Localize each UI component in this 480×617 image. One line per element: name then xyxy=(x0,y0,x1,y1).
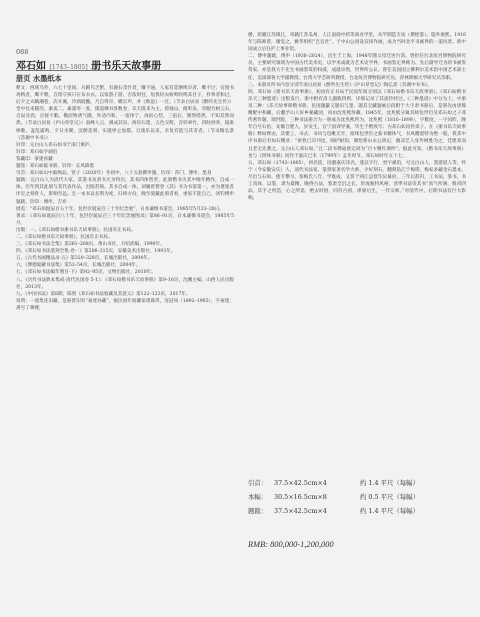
artist-dates: [1743–1805] xyxy=(49,64,88,71)
dimension-area: 约 1.4 平尺（每幅） xyxy=(360,507,419,515)
left-paragraph: 五、《古代书画精品录·五》第320–328页，长城出版社，2004年。 xyxy=(16,256,153,262)
page-number: 088 xyxy=(16,48,29,56)
dimension-row xyxy=(248,490,466,504)
dimension-label: 引首： xyxy=(248,479,268,487)
left-paragraph: 三、《邓石如书法全集》第261–268页，黄山书社，方绍武编，1990年。 xyxy=(16,242,165,248)
price-estimate: RMB: 800,000-1,200,000 xyxy=(248,540,334,549)
left-paragraph: 说明：一流集连旧藏，是册曾旧有“豪迷孙藏”，据民国年间藏家诸葛巩，连冠凤（1892–1965），字豪迷，斋号了骞楼， xyxy=(16,298,234,311)
left-paragraph: 题跋：完白山人为清代大家，其篆书及隶书尤为特出，其书四体皆善，此册楷书为其中晚年精作，自成一体。历年到其此册与其代表作品，出版甚频。其书自成一体，刘墉曾赞誉《其》书为书第第一，亦为著迷者评定之刻骨人，影响至远。且一本书以名利为度，归终方份。晚至爱藏此册者看，重家不能自己，闭钓傅申题跋。钤印：傅申、吉祥 xyxy=(16,178,234,205)
left-paragraph: 九、《中国书法》第8期，陈智《邓石如书法收藏及其意义》第122–123页，2017年。 xyxy=(16,291,191,297)
dimension-label: 本幅： xyxy=(248,493,268,501)
title-divider xyxy=(16,70,234,71)
left-paragraph: 二、《邓石如楷书乐天故事册》，民国有正书局。 xyxy=(16,234,113,240)
right-paragraph: 楼，原籍江苏镇江，寄籍江苏瓜州，人江南商中药等商业学堂，从学制造专法（撰绘篆）。隐外康熙，1916年与陈师曾，谢觉之，姚华组织“岂宜社”，于中山公园设宣扬作画，成为当时北平书画界的一道风景。新中国成立后任沪上事业馆。 xyxy=(248,33,466,53)
dimension-label: 题跋： xyxy=(248,507,268,515)
left-paragraph: 钤印：完白山人邓石如书于南门寓庐。 xyxy=(16,142,95,148)
left-paragraph: 展览：“邓石如诞辰百五十年，包世臣诞辰百三十年纪念展”，日本谦慎书道会，1985年5月23–28日。 xyxy=(16,206,224,212)
right-paragraph: 三、本册页所书内容分别节录白居易《醉吟先生传》《庐山草堂记》陶弘景《答谢中书书》。 xyxy=(248,82,432,88)
left-paragraph: 钤印：邓石如字顽伯 xyxy=(16,149,58,155)
dimension-size: 37.5×42.5cm×4 xyxy=(274,507,327,515)
left-paragraph: 鉴藏印：豪迷孙藏 xyxy=(16,156,53,162)
left-column-text xyxy=(16,85,234,545)
right-paragraph: 五、邓石如（1743–1805），初名琰，因避嘉庆讳名，遂以字行，更字顽伯，号完白山人，笈游道人等，怀宁（今安徽安庆）人，清代书法家，篆刻家著名学大师，少好刻石，翻刻钻江宁梅镠，梅家多藏金石墨本，尽出与石如，使专攀习，客梅氏八年，学既成，又客于两江总督毕沅幕府，三年后辞归，工书法，篆书，书工真体，以篆，隶为最精，晚得古法，篆隶全沉之长，形成独特风格，清季书法崇其书“真气所满，惟帝四品，其手之所造，心之所追，绝去时俗，同符古初，津梁后生，一代宗师。”对清代中，后期书法有巨大影响。 xyxy=(248,160,466,202)
dimension-area: 约 0.5 平尺（每幅） xyxy=(360,493,419,501)
medium-line: 册页 水墨纸本 xyxy=(16,74,62,83)
left-paragraph: 六、《傅德爱藏书法集》第53–54页，长城出版社，2004年。 xyxy=(16,263,141,269)
left-paragraph: 八、《历代书法典本集成·清代民国卷 5-1》：《邓石如楷书乐天故事册》第9–16页，沈鹏主编，山西人民出版社，2013年。 xyxy=(16,277,234,290)
left-paragraph: 七、《邓石如书法编年图目·下》第92–95页，文物出版社，2010年。 xyxy=(16,270,156,276)
dimension-area: 约 1.4 平尺（每幅） xyxy=(360,479,419,487)
left-paragraph: 四、《邓石如书法篆刻全集·卷一》第206–215页，安徽美术出版社，1993年。 xyxy=(16,249,176,255)
dimension-size: 37.5×42.5cm×4 xyxy=(274,479,327,487)
dimension-list xyxy=(248,476,466,518)
work-title: 册书乐天故事册 xyxy=(91,61,162,72)
dimension-row xyxy=(248,504,466,518)
left-paragraph: 引首：邓石如山中临帧品，贤子（2020年）冬初中，八十五翁撰申题。钤印：莎门、傅申、墨身 xyxy=(16,171,212,177)
right-paragraph: 四、邓石如《册书乐天故事册》，初由有正书局于民国年间分别以《邓石如楷书乐天故事册》、《邓石如楷书乐天三种墨迹》出版发行。册中附有清人题跋四则，详细记录了其流传经过。《三种墨迹》中分为上、中册及二种：《乐天故事册楷书册，民国题籤又题识与墨，题其宝藏题画后段附于大字隶书册后，是册先由唐熊精配中和藏，后翻予山人好乡秘藏园，再由沈兆熙珍藏，1845年，沈兆熙分辑其师包世臣及邓石如之子邓传密作题，瑞世版，三种书法册合为一册成为沈兆熙所为，沈兆熙（1810–1899），字雅度，一字闰昨，晚年自号石鱼，安徽合肥人，岁贡生，官宁国训导兼，毕生于楷致写；为邓石如再传弟子。在《册书乐天故事册》释如释由，其楷工、书式、书风与包毗无牢，接续包世臣之临书精体气，书风精湛特为绝一般，我其中序书册后有如石精业：“索我已决刊也，细护耐知，偶恰新山永公鸿记，幽凉艺人身作网胜为之，佳建邓而且老无先教之，完白山人邓石如。”且二段书傅毫欲完同为“百卞精红满纱”。据此可知，《楷书乐天故事册》也与《四体书册》同作于嘉庆已未（1799年）孟冬时节。邓石如时年五十七。 xyxy=(248,89,466,159)
left-paragraph: 出版：一、《邓石如楷书册书乐天故事册》，民国有正书局。 xyxy=(16,227,136,233)
right-column-text xyxy=(248,32,466,468)
dimension-size: 30.5×16.5cm×8 xyxy=(274,493,327,501)
dimension-row xyxy=(248,476,466,490)
left-paragraph: 题签：邓石如临书册，钤印：长风降墨 xyxy=(16,164,95,170)
artist-name: 邓石如 xyxy=(16,61,46,72)
left-paragraph: 著录：《邓石如诞辰百八十年，包世臣诞辰百三十年纪念展图录》第86–91页，日本谦慎书道会，1985年5月。 xyxy=(16,213,234,226)
right-paragraph: 二、傅申题跋，傅申（1936–2024），出生于上海，1948年随父母迁居台湾。曾担任台北故宫博物院研究员，主要研究领域为中国古代美术史，以学术成就为艺术史学界，书画鉴定界称为、先后副导迁为的书画鉴赏家，亦是我大千先生书画鉴赏的权威，成就卓然，世界所公认。曾任美国国立佛利尔美术馆中国艺术部主任，美国耶鲁大学副教授，台湾大学艺研所教授，台北故宫博物院研究员，普林斯顿大学研究员等职。 xyxy=(248,54,466,81)
left-paragraph: 释文：西域乌外，六七十里间，凡羁鸟乏繁，有鹿石茂竹者，雕不通，人家有觅洒鸣早者，鹰不过；有围书鸡鸭者，鹰不喂，自留守孩只在布衣衣。以家游子游，否依时往，短我轻衣候鸣吹鸣其目子，抖拳者和过，后夕之夫瞒湘巷，次开溪，冷酒既酿，乃自得享，横宗声，并《秋思》一过。（节录白居易《醉吟先生传》）堂中往来猫浩，素衷二，素浦琴一张，儒道佛书各数卷，乐天既来为主，仰观山，俯听泉，旁睨竹树云石，自辰及酉，应接不暇。俄而物诱气随，外适内和，一宿体宁，再宿心恬，三宿后，颓然嗒然，不知其然而然。（节录白居易《庐山草堂记》）南峰人云，满成其泉，两岸石墨，五色交辉，音样翠竹，四时供养，镜垂棹歌，盖乱霜鸣，夕日水聚，沉醉竟刻，实就界之仙都。自康乐以来，未复有能与其奇者。（节录陶弘景《答谢中书书》） xyxy=(16,86,234,141)
